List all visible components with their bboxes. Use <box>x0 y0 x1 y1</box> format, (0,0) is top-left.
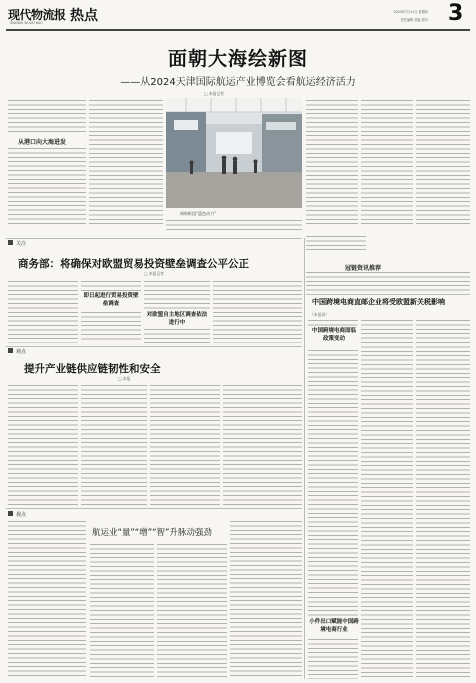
article2-col-1 <box>8 281 78 343</box>
article4-col-1 <box>8 521 86 679</box>
lead-column-1 <box>8 100 86 135</box>
right-top-rule <box>306 294 470 295</box>
right-pull-2: 小件出口赋能中国跨境电商行业 <box>309 619 359 633</box>
lead-column-1b <box>8 148 86 224</box>
page-number: 3 <box>448 1 464 26</box>
right-col-1a <box>308 320 358 326</box>
article3-col-1 <box>8 385 78 505</box>
article3-col-3 <box>150 385 220 505</box>
lead-column-3 <box>166 220 302 232</box>
article3-col-4 <box>223 385 302 505</box>
article4-title: 航运业“量”“增”“智”升脉动强劲 <box>92 528 212 538</box>
tag-marker-4 <box>8 511 13 516</box>
lead-column-5b <box>306 272 470 292</box>
expo-photo <box>166 98 302 208</box>
right-col-1d <box>308 639 358 679</box>
article2-col-2a <box>81 281 141 291</box>
lead-subtitle: ——从2024天津国际航运产业博览会看航运经济活力 <box>120 77 356 88</box>
lead-column-4b <box>306 236 366 250</box>
article2-byline: □ 本报记者 <box>144 271 164 276</box>
article3-byline: □ 本报 <box>118 376 131 381</box>
article2-pull-2: 对欧盟自主地区调查依法进行中 <box>146 312 208 326</box>
article2-col-3a <box>144 281 210 309</box>
divider-4 <box>6 508 302 509</box>
paper-name: 现代物流报 <box>8 8 66 22</box>
article2-col-3b <box>144 329 210 343</box>
right-col-1b <box>308 350 358 594</box>
right-col-2b <box>361 597 413 679</box>
right-divider <box>304 238 305 679</box>
article2-col-4 <box>213 281 302 343</box>
sidebar-title: 冠链资讯推荐 <box>345 265 382 272</box>
lead-column-6 <box>416 100 470 224</box>
right-col-3b <box>416 597 470 679</box>
lead-column-2 <box>89 100 163 224</box>
right-pull-1: 中国跨境电商面临政策变动 <box>311 328 356 342</box>
section-title: 热点 <box>70 8 98 24</box>
right-col-1c <box>308 597 358 617</box>
right-col-3 <box>416 320 470 594</box>
article2-col-2b <box>81 312 141 343</box>
lead-byline: □ 本报记者 <box>204 91 224 96</box>
article2-pull-1: 即日起进行贸易投资壁垒调查 <box>83 293 139 307</box>
divider-2 <box>6 238 302 239</box>
right-byline: （本报讯） <box>310 312 329 317</box>
tag-marker-2 <box>8 240 13 245</box>
divider-3 <box>6 346 302 347</box>
article4-col-2 <box>90 544 154 679</box>
editor-line: 责任编辑 美编 校对 <box>400 18 428 22</box>
article3-col-2 <box>81 385 147 505</box>
lead-title: 面朝大海绘新图 <box>167 48 308 70</box>
article2-title: 商务部：将确保对欧盟贸易投资壁垒调查公平公正 <box>18 258 249 270</box>
right-col-2 <box>361 320 413 594</box>
article3-title: 提升产业链供应链韧性和安全 <box>24 363 161 375</box>
expo-hall-illustration <box>166 98 302 208</box>
masthead-rule <box>6 29 470 31</box>
lead-subhead: 从港口向大海进发 <box>18 139 67 146</box>
photo-caption: 周转枢纽“蓝色动力” <box>180 211 217 216</box>
article4-col-4 <box>230 521 302 679</box>
date-line: 2024年7月11日 星期四 <box>393 10 428 14</box>
lead-column-5 <box>361 100 413 224</box>
tag-2: 关注 <box>16 241 27 247</box>
tag-3: 观点 <box>16 349 27 355</box>
article4-col-3 <box>157 544 227 679</box>
tag-marker-3 <box>8 348 13 353</box>
right-title: 中国跨境电商直邮企业将受欧盟新关税影响 <box>312 298 445 306</box>
lead-column-4 <box>306 100 358 224</box>
paper-sub: XIANDAI WULIU BAO <box>10 21 43 25</box>
tag-4: 视点 <box>16 512 27 518</box>
